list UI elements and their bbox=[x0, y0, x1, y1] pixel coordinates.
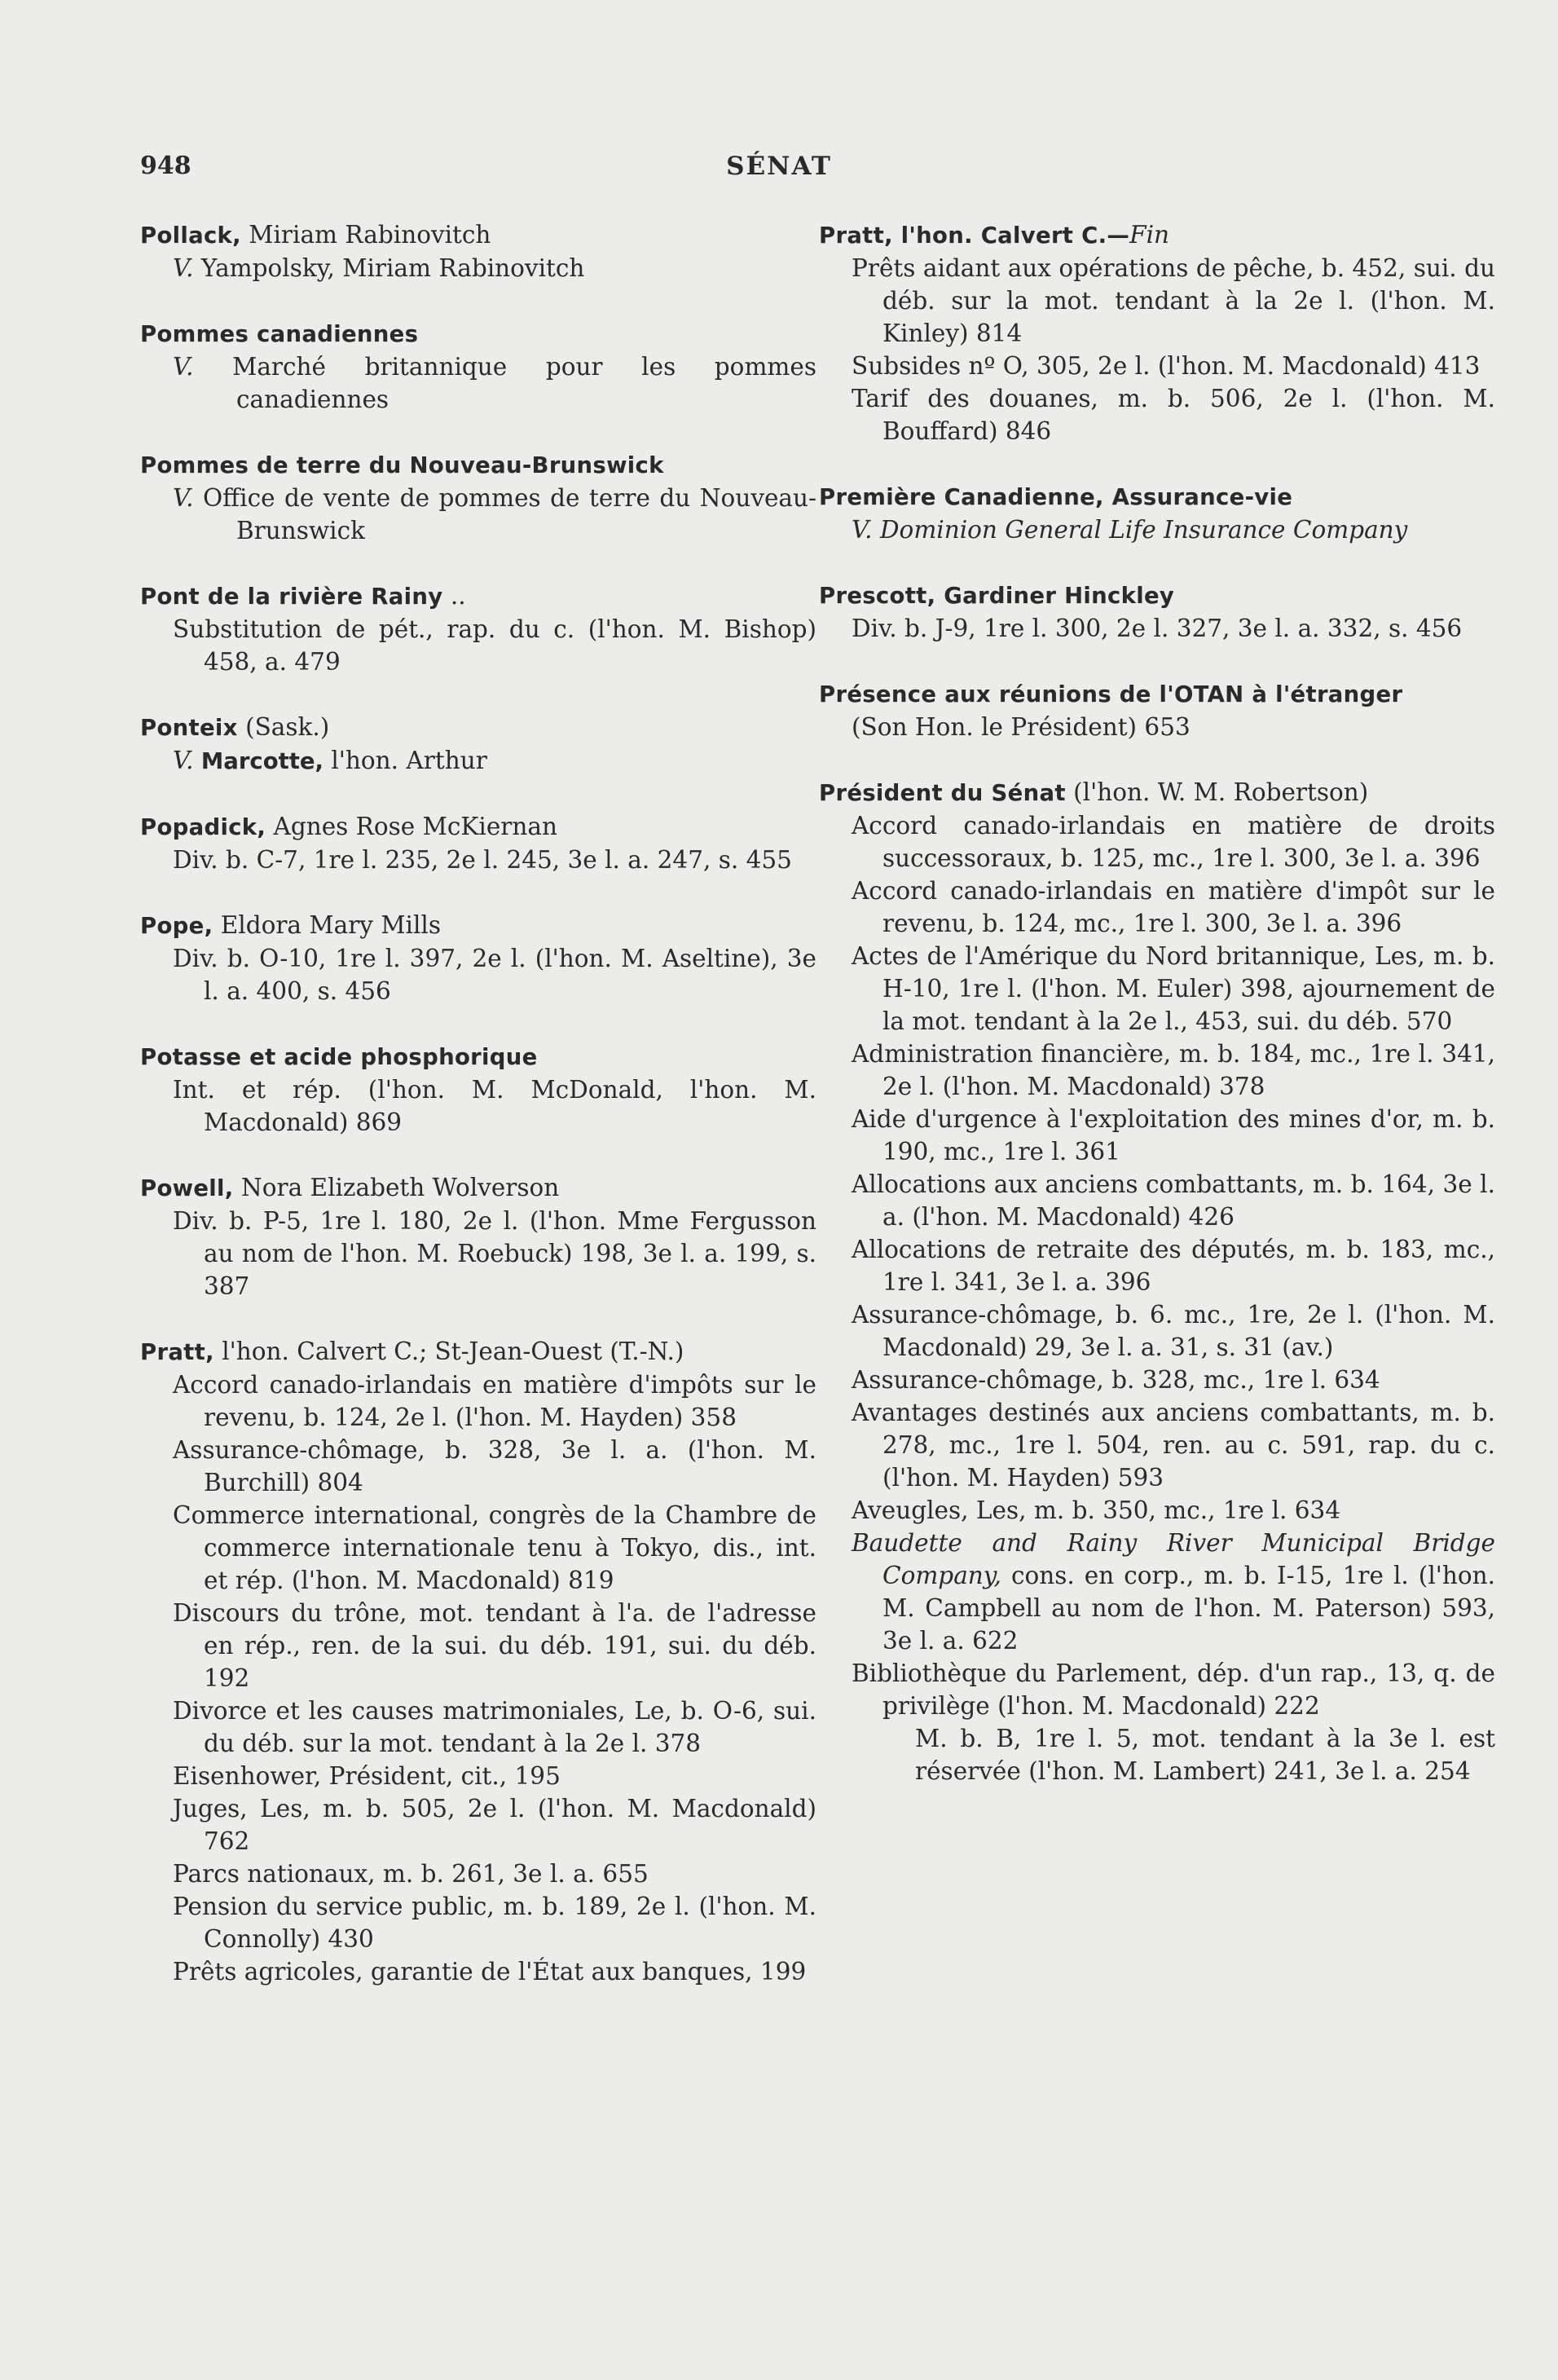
entry-heading: Première Canadienne, Assurance-vie bbox=[819, 484, 1293, 510]
entry-sub: Divorce et les causes matrimoniales, Le, b. O-6, sui. du déb. sur la mot. tendant à la 2e l. 378 bbox=[173, 1697, 816, 1757]
see-ref: V. bbox=[852, 516, 873, 544]
index-entry bbox=[140, 218, 816, 284]
index-entry bbox=[140, 810, 816, 876]
entry-sub: Tarif des douanes, m. b. 506, 2e l. (l'hon. M. Bouffard) 846 bbox=[852, 385, 1495, 445]
index-entry bbox=[819, 579, 1495, 645]
right-column bbox=[819, 218, 1495, 1820]
entry-heading-rest: Eldora Mary Mills bbox=[213, 911, 441, 939]
entry-sub: M. b. B, 1re l. 5, mot. tendant à la 3e l. est réservée (l'hon. M. Lambert) 241, 3e l. a. 254 bbox=[915, 1725, 1495, 1785]
entry-sub: Accord canado-irlandais en matière d'impôt sur le revenu, b. 124, mc., 1re l. 300, 3e l. a. 396 bbox=[852, 877, 1495, 937]
entry-heading-rest: .. bbox=[442, 582, 466, 610]
entry-sub: Eisenhower, Président, cit., 195 bbox=[173, 1762, 561, 1790]
index-entry bbox=[140, 1171, 816, 1302]
page-number: 948 bbox=[140, 152, 191, 180]
entry-heading-rest: l'hon. Calvert C.; St-Jean-Ouest (T.-N.) bbox=[213, 1338, 684, 1365]
see-ref-bold: Marcotte, bbox=[200, 748, 323, 774]
entry-heading-rest: (Sask.) bbox=[237, 713, 330, 741]
entry-heading: Pratt, l'hon. Calvert C.— bbox=[819, 223, 1130, 249]
entry-sub: Prêts agricoles, garantie de l'État aux banques, 199 bbox=[173, 1958, 807, 1986]
entry-heading: Popadick, bbox=[140, 814, 266, 840]
entry-sub: Pension du service public, m. b. 189, 2e l. (l'hon. M. Connolly) 430 bbox=[173, 1893, 816, 1953]
entry-sub: Prêts aidant aux opérations de pêche, b. 452, sui. du déb. sur la mot. tendant à la 2e l. (l'hon. M. Kinley) 814 bbox=[852, 254, 1495, 347]
entry-sub-italic: Baudette and Rainy River Municipal Bridge Company, bbox=[852, 1529, 1495, 1589]
entry-sub: Aveugles, Les, m. b. 350, mc., 1re l. 634 bbox=[852, 1496, 1341, 1524]
entry-heading-rest: Miriam Rabinovitch bbox=[240, 221, 491, 249]
entry-sub: Int. et rép. (l'hon. M. McDonald, l'hon. M. Macdonald) 869 bbox=[173, 1076, 816, 1136]
index-entry bbox=[140, 580, 816, 678]
entry-heading-italic: Fin bbox=[1129, 221, 1170, 249]
entry-sub: Accord canado-irlandais en matière de droits successoraux, b. 125, mc., 1re l. 300, 3e l. a. 396 bbox=[852, 812, 1495, 872]
entry-sub: Administration financière, m. b. 184, mc., 1re l. 341, 2e l. (l'hon. M. Macdonald) 378 bbox=[852, 1040, 1495, 1100]
index-entry bbox=[140, 1040, 816, 1139]
index-entry bbox=[819, 480, 1495, 546]
index-entry bbox=[819, 677, 1495, 743]
entry-sub: Subsides nº O, 305, 2e l. (l'hon. M. Macdonald) 413 bbox=[852, 352, 1481, 380]
entry-heading: Pommes canadiennes bbox=[140, 321, 419, 347]
entry-sub: Avantages destinés aux anciens combattants, m. b. 278, mc., 1re l. 504, ren. au c. 591, rap. du c. (l'hon. M. Hayden) 593 bbox=[852, 1399, 1495, 1492]
entry-sub: cons. en corp., m. b. I-15, 1re l. (l'hon. M. Campbell au nom de l'hon. M. Paterson) 593, 3e l. a. 622 bbox=[882, 1562, 1495, 1655]
entry-sub: (Son Hon. le Président) 653 bbox=[852, 713, 1191, 741]
entry-sub: Commerce international, congrès de la Chambre de commerce internationale tenu à Tokyo, dis., int. et rép. (l'hon. M. Macdonald) 819 bbox=[173, 1501, 816, 1594]
entry-sub: Assurance-chômage, b. 328, 3e l. a. (l'hon. M. Burchill) 804 bbox=[173, 1436, 816, 1496]
entry-sub: Office de vente de pommes de terre du Nouveau-Brunswick bbox=[193, 484, 816, 544]
entry-heading: Pratt, bbox=[140, 1339, 214, 1365]
entry-sub: Bibliothèque du Parlement, dép. d'un rap., 13, q. de privilège (l'hon. M. Macdonald) 222 bbox=[852, 1659, 1495, 1720]
index-entry bbox=[140, 448, 816, 547]
entry-heading: Pommes de terre du Nouveau-Brunswick bbox=[140, 452, 664, 478]
entry-heading: Pope, bbox=[140, 913, 213, 939]
index-entry bbox=[819, 218, 1495, 447]
left-column bbox=[140, 218, 816, 2021]
entry-heading: Pollack, bbox=[140, 223, 241, 249]
entry-heading-rest: (l'hon. W. M. Robertson) bbox=[1065, 778, 1369, 806]
entry-sub: Assurance-chômage, b. 328, mc., 1re l. 634 bbox=[852, 1366, 1380, 1394]
entry-sub: Actes de l'Amérique du Nord britannique, Les, m. b. H-10, 1re l. (l'hon. M. Euler) 398, ajournement de la mot. tendant à la 2e l., 453, sui. du déb. 570 bbox=[852, 942, 1495, 1035]
entry-heading: Potasse et acide phosphorique bbox=[140, 1044, 538, 1070]
index-entry bbox=[819, 776, 1495, 1787]
entry-heading-rest: Agnes Rose McKiernan bbox=[266, 813, 557, 840]
running-head: SÉNAT bbox=[726, 152, 832, 181]
entry-sub: Substitution de pét., rap. du c. (l'hon. M. Bishop) 458, a. 479 bbox=[173, 615, 816, 676]
entry-sub: Juges, Les, m. b. 505, 2e l. (l'hon. M. Macdonald) 762 bbox=[173, 1795, 816, 1855]
entry-sub: Div. b. O-10, 1re l. 397, 2e l. (l'hon. M. Aseltine), 3e l. a. 400, s. 456 bbox=[173, 945, 816, 1005]
entry-heading: Prescott, Gardiner Hinckley bbox=[819, 583, 1175, 609]
entry-sub: Discours du trône, mot. tendant à l'a. de l'adresse en rép., ren. de la sui. du déb. 191, sui. du déb. 192 bbox=[173, 1599, 816, 1692]
entry-sub: Dominion General Life Insurance Company bbox=[872, 516, 1408, 544]
index-entry bbox=[140, 1335, 816, 1988]
entry-sub: l'hon. Arthur bbox=[323, 747, 487, 774]
see-ref: V. bbox=[173, 254, 194, 282]
see-ref: V. bbox=[173, 484, 194, 512]
entry-heading: Ponteix bbox=[140, 715, 238, 741]
entry-heading-rest: Nora Elizabeth Wolverson bbox=[233, 1174, 560, 1201]
entry-heading: Présence aux réunions de l'OTAN à l'étranger bbox=[819, 681, 1403, 707]
entry-heading: Pont de la rivière Rainy bbox=[140, 584, 443, 610]
see-ref: V. bbox=[173, 353, 194, 381]
entry-heading: Powell, bbox=[140, 1175, 234, 1201]
entry-sub: Allocations aux anciens combattants, m. b. 164, 3e l. a. (l'hon. M. Macdonald) 426 bbox=[852, 1170, 1495, 1231]
entry-sub: Aide d'urgence à l'exploitation des mines d'or, m. b. 190, mc., 1re l. 361 bbox=[852, 1105, 1495, 1166]
entry-sub: Div. b. C-7, 1re l. 235, 2e l. 245, 3e l. a. 247, s. 455 bbox=[173, 846, 792, 874]
index-entry bbox=[140, 317, 816, 416]
index-entry bbox=[140, 711, 816, 778]
entry-sub: Marché britannique pour les pommes canadiennes bbox=[193, 353, 816, 413]
entry-sub: Parcs nationaux, m. b. 261, 3e l. a. 655 bbox=[173, 1860, 649, 1888]
index-entry bbox=[140, 909, 816, 1007]
entry-sub: Div. b. P-5, 1re l. 180, 2e l. (l'hon. Mme Fergusson au nom de l'hon. M. Roebuck) 198, 3e l. a. 199, s. 387 bbox=[173, 1207, 816, 1300]
entry-sub: Yampolsky, Miriam Rabinovitch bbox=[193, 254, 585, 282]
entry-sub: Allocations de retraite des députés, m. b. 183, mc., 1re l. 341, 3e l. a. 396 bbox=[852, 1236, 1495, 1296]
entry-sub: Assurance-chômage, b. 6. mc., 1re, 2e l. (l'hon. M. Macdonald) 29, 3e l. a. 31, s. 31 (av.) bbox=[852, 1301, 1495, 1361]
entry-heading: Président du Sénat bbox=[819, 780, 1066, 806]
entry-sub: Accord canado-irlandais en matière d'impôts sur le revenu, b. 124, 2e l. (l'hon. M. Hayden) 358 bbox=[173, 1371, 816, 1431]
entry-sub: Div. b. J-9, 1re l. 300, 2e l. 327, 3e l. a. 332, s. 456 bbox=[852, 615, 1463, 642]
see-ref: V. bbox=[173, 747, 194, 774]
